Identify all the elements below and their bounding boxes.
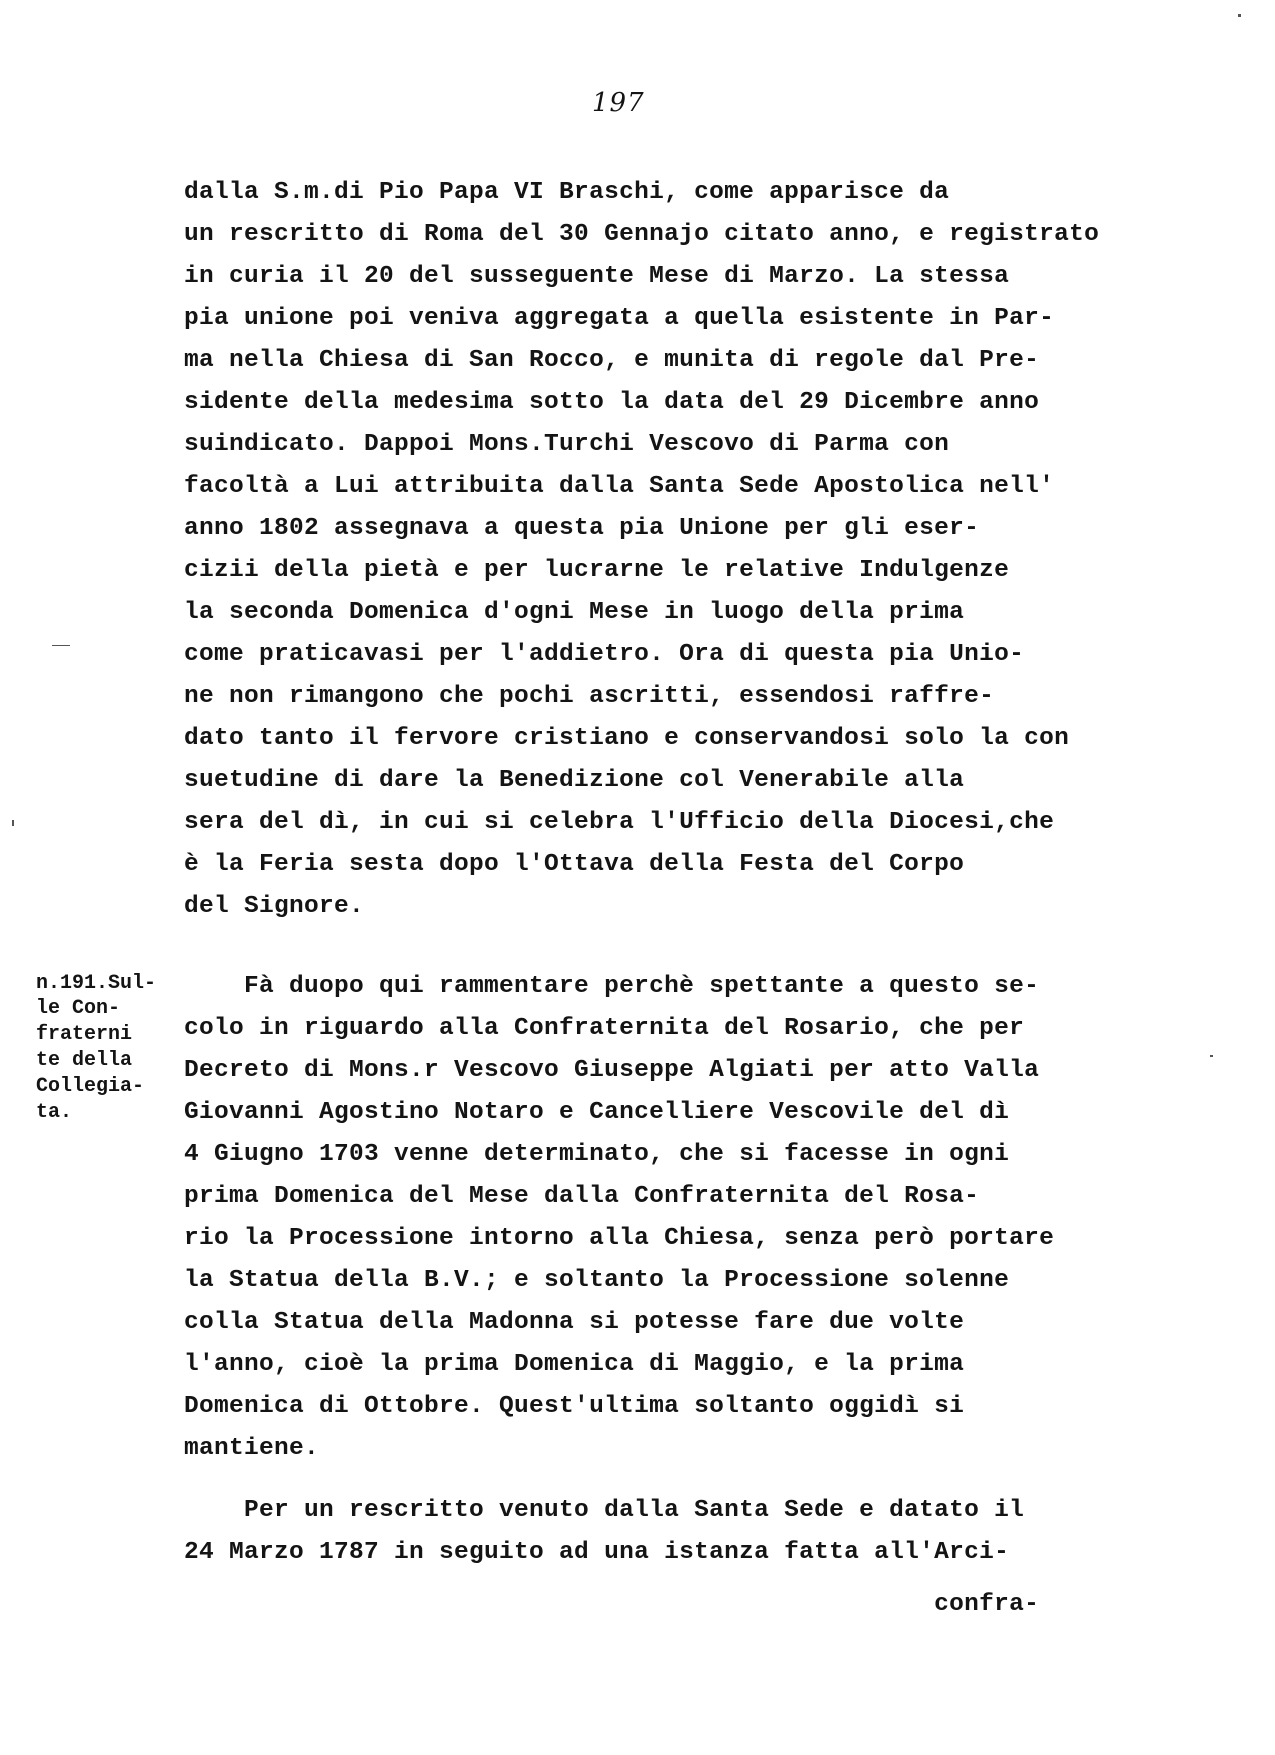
body-line: confra- <box>184 1591 1040 1618</box>
body-line: mantiene. <box>184 1435 320 1462</box>
body-line: colla Statua della Madonna si potesse fare due volte <box>184 1309 965 1336</box>
body-line: Giovanni Agostino Notaro e Cancelliere Vescovile del dì <box>184 1099 1010 1126</box>
body-line: Fà duopo qui rammentare perchè spettante a questo se- <box>184 973 1040 1000</box>
body-line: sidente della medesima sotto la data del 29 Dicembre anno <box>184 389 1040 416</box>
body-line: suetudine di dare la Benedizione col Venerabile alla <box>184 767 965 794</box>
margin-note-line: te della <box>36 1049 133 1072</box>
body-line: Decreto di Mons.r Vescovo Giuseppe Algiati per atto Valla <box>184 1057 1040 1084</box>
margin-note-line: le Con- <box>36 997 121 1020</box>
body-line: Domenica di Ottobre. Quest'ultima soltanto oggidì si <box>184 1393 965 1420</box>
body-line: ma nella Chiesa di San Rocco, e munita di regole dal Pre- <box>184 347 1040 374</box>
scan-speck <box>1238 14 1241 17</box>
scan-speck <box>1210 1055 1213 1057</box>
body-line: prima Domenica del Mese dalla Confraternita del Rosa- <box>184 1183 980 1210</box>
body-line: è la Feria sesta dopo l'Ottava della Festa del Corpo <box>184 851 965 878</box>
body-line: dato tanto il fervore cristiano e conservandosi solo la con <box>184 725 1070 752</box>
body-line: l'anno, cioè la prima Domenica di Maggio, e la prima <box>184 1351 965 1378</box>
body-line: 24 Marzo 1787 in seguito ad una istanza fatta all'Arci- <box>184 1539 1010 1566</box>
body-line: Per un rescritto venuto dalla Santa Sede e datato il <box>184 1497 1025 1524</box>
body-line: come praticavasi per l'addietro. Ora di questa pia Unio- <box>184 641 1025 668</box>
body-line: ne non rimangono che pochi ascritti, essendosi raffre- <box>184 683 995 710</box>
body-line: sera del dì, in cui si celebra l'Ufficio della Diocesi,che <box>184 809 1055 836</box>
body-line: dalla S.m.di Pio Papa VI Braschi, come apparisce da <box>184 179 950 206</box>
body-line: un rescritto di Roma del 30 Gennajo citato anno, e registrato <box>184 221 1100 248</box>
body-line: la seconda Domenica d'ogni Mese in luogo della prima <box>184 599 965 626</box>
body-line: suindicato. Dappoi Mons.Turchi Vescovo di Parma con <box>184 431 950 458</box>
margin-note-line: n.191.Sul- <box>36 972 157 995</box>
margin-note-line: ta. <box>36 1101 73 1124</box>
body-line: rio la Processione intorno alla Chiesa, senza però portare <box>184 1225 1055 1252</box>
body-line: anno 1802 assegnava a questa pia Unione per gli eser- <box>184 515 980 542</box>
margin-note-line: fraterni <box>36 1023 133 1046</box>
body-line: del Signore. <box>184 893 365 920</box>
margin-note-line: Collegia- <box>36 1075 145 1098</box>
body-line: in curia il 20 del susseguente Mese di Marzo. La stessa <box>184 263 1010 290</box>
scan-speck <box>12 820 14 826</box>
body-line: cizii della pietà e per lucrarne le relative Indulgenze <box>184 557 1010 584</box>
body-line: facoltà a Lui attribuita dalla Santa Sede Apostolica nell' <box>184 473 1055 500</box>
body-line: 4 Giugno 1703 venne determinato, che si facesse in ogni <box>184 1141 1010 1168</box>
body-line: la Statua della B.V.; e soltanto la Processione solenne <box>184 1267 1010 1294</box>
scan-speck <box>52 645 70 646</box>
page-number: 197 <box>592 88 645 118</box>
body-line: colo in riguardo alla Confraternita del Rosario, che per <box>184 1015 1025 1042</box>
body-line: pia unione poi veniva aggregata a quella esistente in Par- <box>184 305 1055 332</box>
